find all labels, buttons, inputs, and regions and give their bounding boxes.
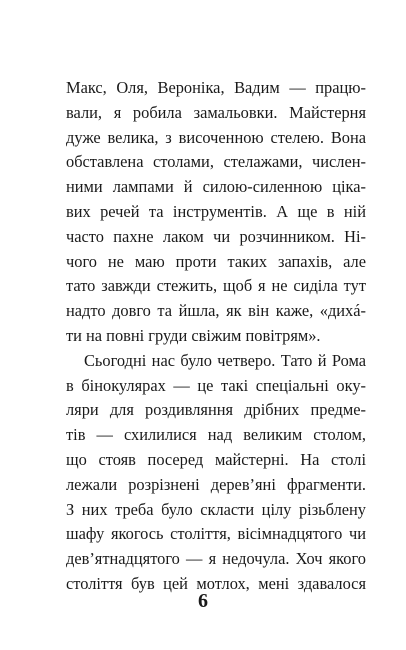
text-line: вих речей та інструментів. А ще в ній: [66, 201, 366, 221]
text-line: З них треба було скласти цілу різьблену: [66, 499, 366, 519]
text-line: що стояв посеред майстерні. На столі: [66, 449, 366, 469]
text-line: дуже велика, з височенною стелею. Вона: [66, 127, 366, 147]
text-line: Макс, Оля, Вероніка, Вадим — працю-: [66, 78, 366, 97]
text-line: чого не маю проти таких запахів, але: [66, 251, 366, 271]
body-text: [66, 76, 366, 597]
text-line: лежали розрізнені дерев’яні фрагменти.: [66, 474, 366, 494]
text-line: дев’ятнадцятого — я недочула. Хоч якого: [66, 549, 366, 569]
text-line: тів — схилилися над великим столом,: [66, 425, 366, 445]
text-line: Сьогодні нас було четверо. Тато й Рома: [84, 350, 366, 370]
text-line: шафу якогось століття, вісімнадцятого чи: [66, 524, 366, 544]
text-line: обставлена столами, стелажами, числен-: [66, 152, 366, 172]
text-line: ними лампами й силою-силенною ціка-: [66, 177, 366, 197]
text-line: надто довго та йшла, як він каже, «дихá-: [66, 301, 366, 321]
text-line: століття був цей мотлох, мені здавалося: [66, 573, 366, 593]
text-line: часто пахне лаком чи розчинником. Ні-: [66, 226, 366, 246]
text-line: ляри для роздивляння дрібних предме-: [66, 400, 366, 420]
text-line: в бінокулярах — це такі спеціальні оку-: [66, 375, 366, 395]
text-line: вали, я робила замальовки. Майстерня: [66, 102, 366, 122]
text-line: тато завжди стежить, щоб я не сиділа тут: [66, 276, 366, 296]
text-line: ти на повні груди свіжим повітрям».: [66, 325, 321, 345]
page-number: 6: [198, 590, 208, 612]
